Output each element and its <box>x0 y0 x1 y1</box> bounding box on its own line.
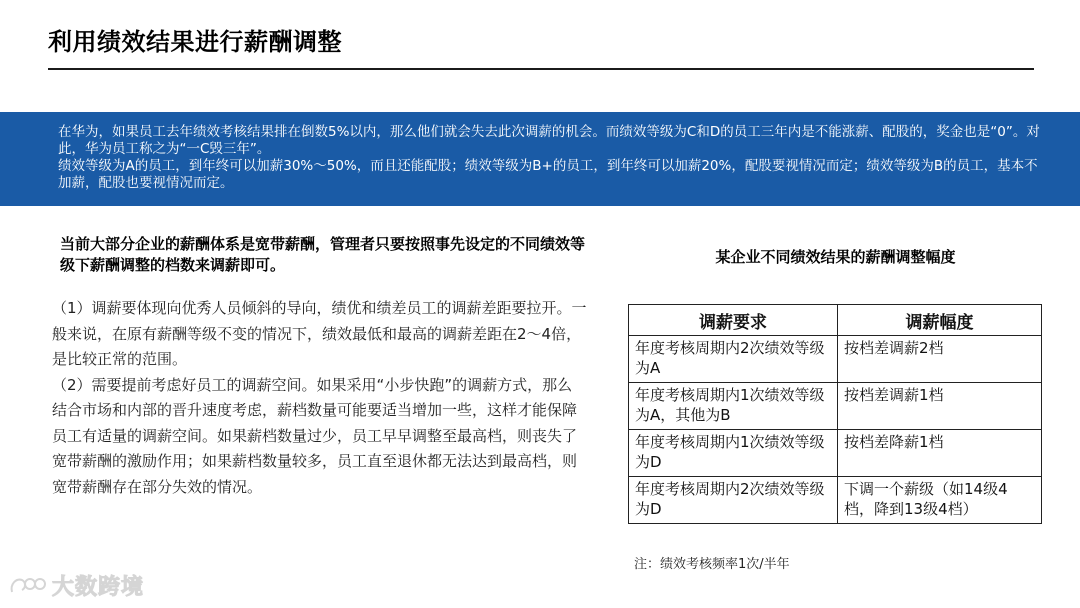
watermark-text: 大数跨境 <box>52 575 145 600</box>
row-adjustment: 下调一个薪级（如14级4档，降到13级4档） <box>838 477 1042 524</box>
table-row <box>629 477 1042 524</box>
row-requirement: 年度考核周期内1次绩效等级为A，其他为B <box>629 383 838 430</box>
banner-line-2: 绩效等级为A的员工，到年终可以加薪30%～50%，而且还能配股；绩效等级为B+的员工，到年终可以加薪20%，配股要视情况而定；绩效等级为B的员工，基本不加薪，配股也要视情况而定。 <box>58 158 1038 191</box>
huawei-case-banner <box>0 112 1080 206</box>
salary-adjustment-table <box>628 304 1042 524</box>
title-divider <box>48 68 1034 70</box>
row-adjustment: 按档差调薪2档 <box>838 336 1042 383</box>
watermark-logo-icon <box>8 574 48 596</box>
table-title: 某企业不同绩效结果的薪酬调整幅度 <box>715 248 956 266</box>
row-requirement: 年度考核周期内2次绩效等级为D <box>629 477 838 524</box>
row-adjustment: 按档差调薪1档 <box>838 383 1042 430</box>
table-row <box>629 336 1042 383</box>
lead-statement: 当前大部分企业的薪酬体系是宽带薪酬，管理者只要按照事先设定的不同绩效等级下薪酬调整的档数来调薪即可。 <box>60 235 586 274</box>
row-requirement: 年度考核周期内1次绩效等级为D <box>629 430 838 477</box>
table-row <box>629 383 1042 430</box>
banner-line-1: 在华为，如果员工去年绩效考核结果排在倒数5%以内，那么他们就会失去此次调薪的机会。而绩效等级为C和D的员工三年内是不能涨薪、配股的，奖金也是“0”。对此，华为员工称之为“一C毁三年”。 <box>58 124 1040 157</box>
body-paragraphs <box>52 296 587 500</box>
row-requirement: 年度考核周期内2次绩效等级为A <box>629 336 838 383</box>
watermark <box>8 570 158 600</box>
header-requirement: 调薪要求 <box>629 305 838 336</box>
header-adjustment: 调薪幅度 <box>838 305 1042 336</box>
row-adjustment: 按档差降薪1档 <box>838 430 1042 477</box>
table-row <box>629 430 1042 477</box>
page-title: 利用绩效结果进行薪酬调整 <box>48 28 342 56</box>
paragraph-2: （2）需要提前考虑好员工的调薪空间。如果采用“小步快跑”的调薪方式，那么结合市场和内部的晋升速度考虑，薪档数量可能要适当增加一些，这样才能保障员工有适量的调薪空间。如果薪档数量过少，员工早早调整至最高档，则丧失了宽带薪酬的激励作用；如果薪档数量较多，员工直至退休都无法达到最高档，则宽带薪酬存在部分失效的情况。 <box>52 375 578 496</box>
paragraph-1: （1）调薪要体现向优秀人员倾斜的导向，绩优和绩差员工的调薪差距要拉开。一般来说，在原有薪酬等级不变的情况下，绩效最低和最高的调薪差距在2～4倍，是比较正常的范围。 <box>52 299 587 368</box>
table-note: 注：绩效考核频率1次/半年 <box>634 557 790 572</box>
table-header-row <box>629 305 1042 336</box>
